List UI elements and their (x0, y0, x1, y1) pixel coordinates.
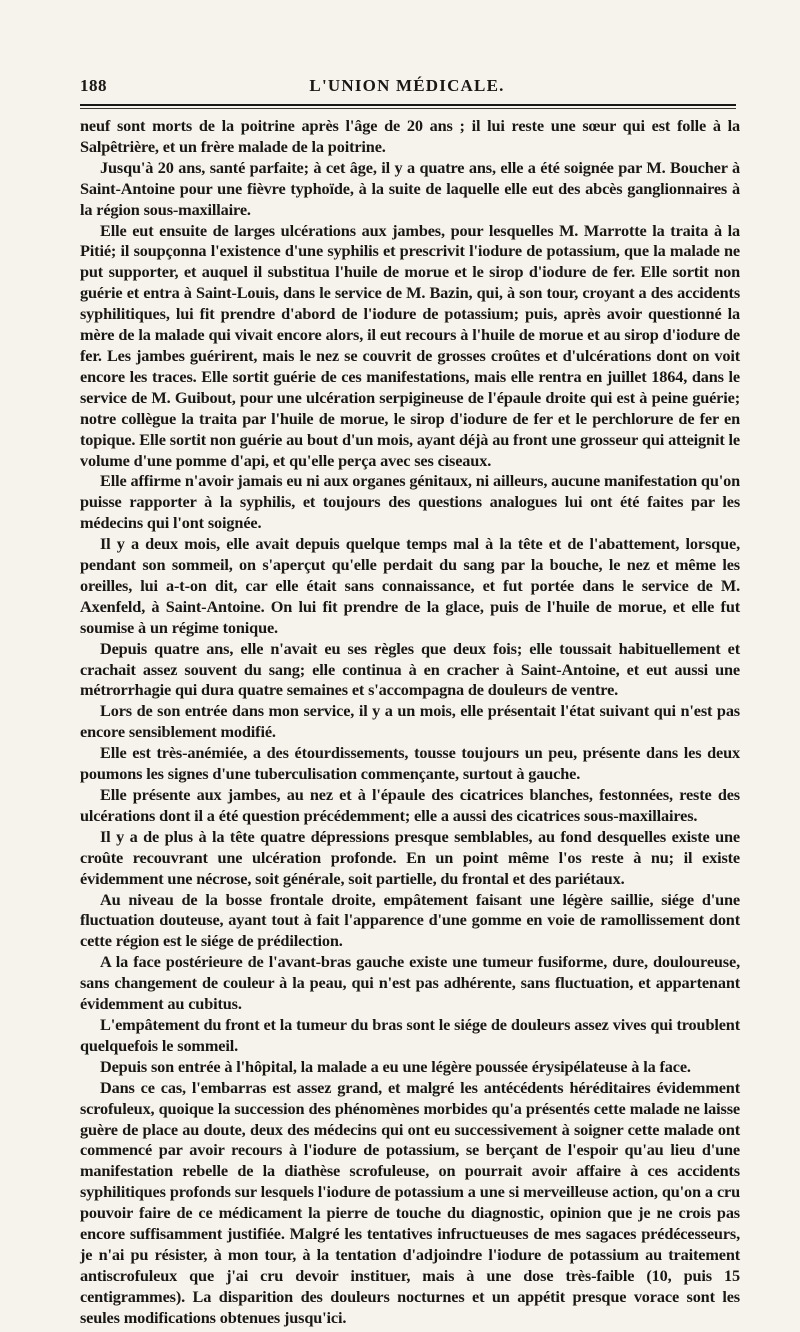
paragraph: L'empâtement du front et la tumeur du bras sont le siége de douleurs assez vives qui troublent quelquefois le sommeil. (80, 1014, 740, 1055)
paragraph: A la face postérieure de l'avant-bras gauche existe une tumeur fusiforme, dure, douloureuse, sans changement de couleur à la peau, qui n'est pas adhérente, sans fluctuation, et appartenant évidemment au cubitus. (80, 952, 740, 1014)
paragraph: Elle est très-anémiée, a des étourdissements, tousse toujours un peu, présente dans les deux poumons les signes d'une tuberculisation commençante, surtout à gauche. (80, 743, 740, 784)
paragraph: Au niveau de la bosse frontale droite, empâtement faisant une légère saillie, siége d'une fluctuation douteuse, ayant tout à fait l'apparence d'une gomme en voie de ramollissement dont cette région est le siége de prédilection. (80, 889, 740, 951)
paragraph: Depuis son entrée à l'hôpital, la malade a eu une légère poussée érysipélateuse à la face. (100, 1056, 691, 1076)
paragraph: Depuis quatre ans, elle n'avait eu ses règles que deux fois; elle toussait habituellement et crachait assez souvent du sang; elle continua à en cracher à Saint-Antoine, et eut aussi une métrorrhagie qui dura quatre semaines et s'accompagna de douleurs de ventre. (80, 638, 740, 700)
paragraph: Elle affirme n'avoir jamais eu ni aux organes génitaux, ni ailleurs, aucune manifestation qu'on puisse rapporter à la syphilis, et toujours des questions analogues lui ont été faites par les médecins qui l'ont soignée. (80, 471, 740, 533)
paragraph: Il y a deux mois, elle avait depuis quelque temps mal à la tête et de l'abattement, lorsque, pendant son sommeil, on s'aperçut qu'elle perdait du sang par la bouche, le nez et même les oreilles, lui a-t-on dit, car elle était sans connaissance, et fut portée dans le service de M. Axenfeld, à Saint-Antoine. On lui fit prendre de la glace, puis de l'huile de morue, et elle fut soumise à un régime tonique. (80, 534, 740, 637)
paragraph: Lors de son entrée dans mon service, il y a un mois, elle présentait l'état suivant qui n'est pas encore sensiblement modifié. (80, 701, 740, 742)
header-rule-thin (80, 108, 736, 109)
paragraph: neuf sont morts de la poitrine après l'âge de 20 ans ; il lui reste une sœur qui est folle à la Salpêtrière, et un frère malade de la poitrine. (80, 116, 740, 156)
paragraph: Dans ce cas, l'embarras est assez grand, et malgré les antécédents héréditaires évidemment scrofuleux, quoique la succession des phénomènes morbides qu'a présentés cette malade ne laisse guère de place au doute, deux des médecins qui ont eu successivement à soigner cette malade ont commencé par avoir recours à l'iodure de potassium, se berçant de l'espoir qu'au lieu d'une manifestation rebelle de la diathèse scrofuleuse, on pourrait avoir affaire à ces accidents syphilitiques profonds sur lesquels l'iodure de potassium a une si merveilleuse action, qu'on a cru pouvoir faire de ce médicament la pierre de touche du diagnostic, opinion que je ne crois pas encore suffisamment justifiée. Malgré les tentatives infructueuses de mes sagaces prédécesseurs, je n'ai pu résister, à mon tour, à la tentation d'adjoindre l'iodure de potassium au traitement antiscrofuleux que j'ai cru devoir instituer, mais à une dose très-faible (10, puis 15 centigrammes). La disparition des douleurs nocturnes et un appétit presque vorace sont les seules modifications obtenues jusqu'ici. (80, 1077, 740, 1327)
paragraph: Il y a de plus à la tête quatre dépressions presque semblables, au fond desquelles existe une croûte recouvrant une ulcération profonde. En un point même l'os reste à nu; il existe évidemment une nécrose, soit générale, soit partielle, du frontal et des pariétaux. (80, 826, 740, 888)
header-rule (80, 104, 736, 106)
paragraph: Elle présente aux jambes, au nez et à l'épaule des cicatrices blanches, festonnées, reste des ulcérations dont il a été question précédemment; elle a aussi des cicatrices sous-maxillaires. (80, 785, 740, 825)
running-title: L'UNION MÉDICALE. (309, 76, 505, 95)
body-text (80, 116, 740, 1329)
page-number: 188 (80, 76, 107, 95)
paragraph: Jusqu'à 20 ans, santé parfaite; à cet âge, il y a quatre ans, elle a été soignée par M. Boucher à Saint-Antoine pour une fièvre typhoïde, à la suite de laquelle elle eut des abcès ganglionnaires à la région sous-maxillaire. (80, 157, 740, 219)
page-header (80, 72, 734, 102)
paragraph: Elle eut ensuite de larges ulcérations aux jambes, pour lesquelles M. Marrotte la traita à la Pitié; il soupçonna l'existence d'une syphilis et prescrivit l'iodure de potassium, que la malade ne put supporter, et auquel il substitua l'huile de morue et le sirop d'iodure de fer. Elle sortit non guérie et entra à Saint-Louis, dans le service de M. Bazin, qui, à son tour, croyant a des accidents syphilitiques, lui fit prendre d'abord de l'iodure de potassium; puis, après avoir questionné la mère de la malade qui vivait encore alors, il eut recours à l'huile de morue et au sirop d'iodure de fer. Les jambes guérirent, mais le nez se couvrit de grosses croûtes et d'ulcérations dont on voit encore les traces. Elle sortit guérie de ces manifestations, mais elle rentra en juillet 1864, dans le service de M. Guibout, pour une ulcération serpigineuse de l'épaule droite qui est à peine guérie; notre collègue la traita par l'huile de morue, le sirop d'iodure de fer et le perchlorure de fer en topique. Elle sortit non guérie au bout d'un mois, ayant déjà au front une grosseur qui atteignit le volume d'une pomme d'api, et qu'elle perça avec ses ciseaux. (80, 220, 740, 470)
